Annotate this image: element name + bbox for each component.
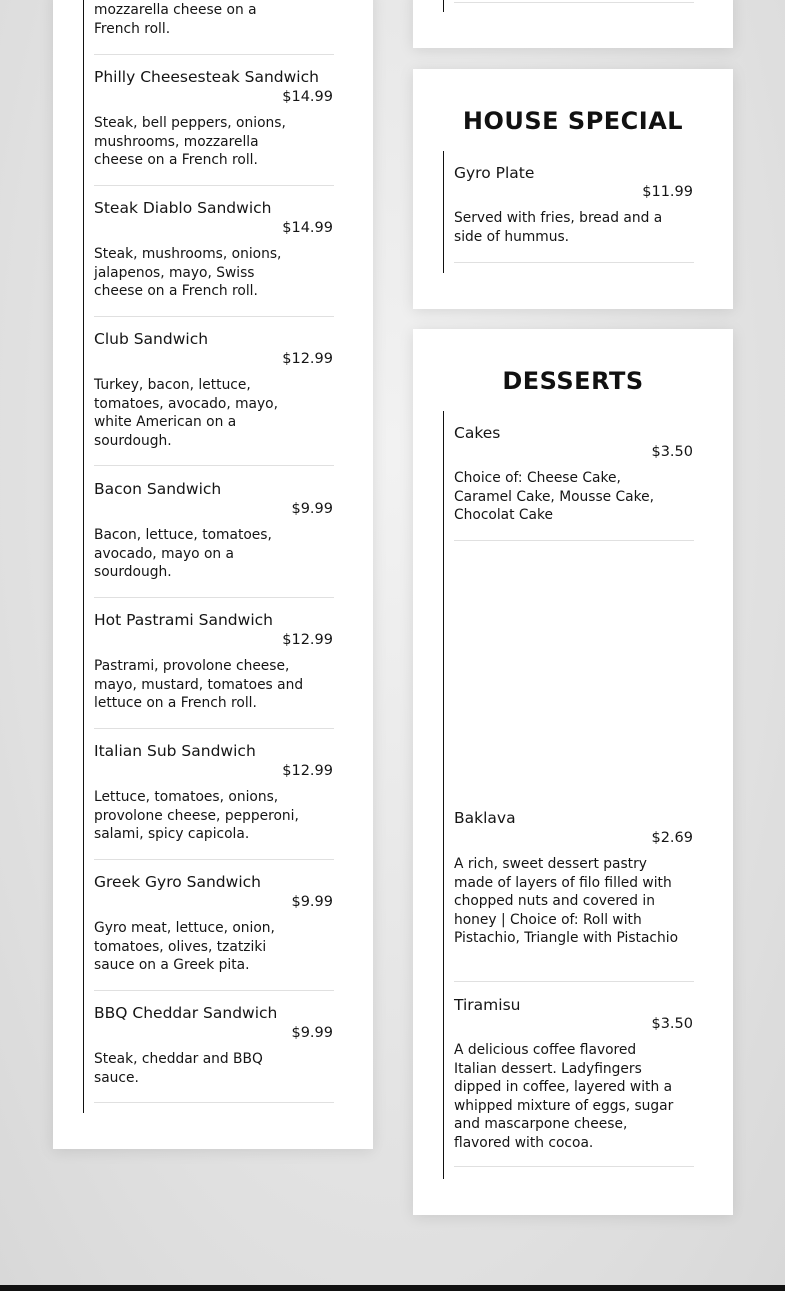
item-name: Bacon Sandwich: [94, 480, 222, 498]
sandwiches-card: [53, 0, 373, 1149]
item-divider: [94, 54, 334, 55]
house-special-card: [413, 69, 733, 309]
item-price: $9.99: [291, 501, 333, 517]
item-divider: [94, 1102, 334, 1103]
desserts-card: [413, 329, 733, 1215]
item-description: Steak, mushrooms, onions, jalapenos, mayo, Swiss cheese on a French roll.: [94, 246, 282, 300]
section-title: HOUSE SPECIAL: [462, 107, 684, 135]
item-price: $2.69: [651, 830, 693, 846]
item-price: $12.99: [282, 632, 333, 648]
item-description: Served with fries, bread and a side of hummus.: [454, 210, 663, 245]
item-name: Baklava: [454, 809, 516, 827]
item-divider: [454, 2, 694, 3]
item-description: A rich, sweet dessert pastry made of layers of filo filled with chopped nuts and covered in honey | Choice of: Roll with Pistachio, Triangle with Pistachio: [454, 856, 679, 947]
item-name: Tiramisu: [454, 996, 521, 1014]
section-title: DESSERTS: [502, 367, 644, 395]
sandwiches-list: [83, 0, 334, 1113]
item-divider: [454, 1166, 694, 1167]
item-name: Italian Sub Sandwich: [94, 742, 256, 760]
item-description: A delicious coffee flavored Italian dessert. Ladyfingers dipped in coffee, layered with a whipped mixture of eggs, sugar and mascarpone cheese, flavored with cocoa.: [454, 1042, 674, 1151]
item-name: Steak Diablo Sandwich: [94, 199, 272, 217]
item-divider: [454, 540, 694, 541]
item-description: Choice of: Cheese Cake, Caramel Cake, Mousse Cake, Chocolat Cake: [454, 470, 655, 524]
desserts-list: [443, 411, 694, 1179]
item-divider: [94, 597, 334, 598]
item-divider: [454, 981, 694, 982]
item-description: Steak, bell peppers, onions, mushrooms, mozzarella cheese on a French roll.: [94, 115, 286, 169]
item-price: $9.99: [291, 1025, 333, 1041]
item-description: Lettuce, tomatoes, onions, provolone cheese, pepperoni, salami, spicy capicola.: [94, 789, 299, 843]
item-name: Gyro Plate: [454, 164, 535, 182]
item-divider: [454, 262, 694, 263]
item-divider: [94, 728, 334, 729]
item-divider: [94, 465, 334, 466]
item-price: $14.99: [282, 89, 333, 105]
item-description: Gyro meat, lettuce, onion, tomatoes, olives, tzatziki sauce on a Greek pita.: [94, 920, 275, 974]
item-price: $3.50: [651, 1016, 693, 1032]
item-name: BBQ Cheddar Sandwich: [94, 1004, 278, 1022]
house-special-list: [443, 151, 694, 273]
previous-section-card: [413, 0, 733, 48]
item-name: Greek Gyro Sandwich: [94, 873, 261, 891]
item-description: mozzarella cheese on a French roll.: [94, 2, 257, 37]
previous-section-list: [443, 0, 694, 12]
item-divider: [94, 859, 334, 860]
item-description: Steak, cheddar and BBQ sauce.: [94, 1051, 263, 1086]
item-price: $9.99: [291, 894, 333, 910]
item-name: Club Sandwich: [94, 330, 209, 348]
footer-bar: [0, 1285, 785, 1291]
item-divider: [94, 316, 334, 317]
item-name: Hot Pastrami Sandwich: [94, 611, 273, 629]
item-divider: [94, 185, 334, 186]
item-price: $12.99: [282, 763, 333, 779]
item-name: Philly Cheesesteak Sandwich: [94, 68, 319, 86]
item-divider: [94, 990, 334, 991]
item-description: Turkey, bacon, lettuce, tomatoes, avocado, mayo, white American on a sourdough.: [94, 377, 279, 449]
item-name: Cakes: [454, 424, 501, 442]
item-description: Bacon, lettuce, tomatoes, avocado, mayo on a sourdough.: [94, 527, 272, 581]
item-description: Pastrami, provolone cheese, mayo, mustard, tomatoes and lettuce on a French roll.: [94, 658, 304, 712]
item-price: $12.99: [282, 351, 333, 367]
item-price: $14.99: [282, 220, 333, 236]
item-price: $3.50: [651, 444, 693, 460]
item-price: $11.99: [642, 184, 693, 200]
